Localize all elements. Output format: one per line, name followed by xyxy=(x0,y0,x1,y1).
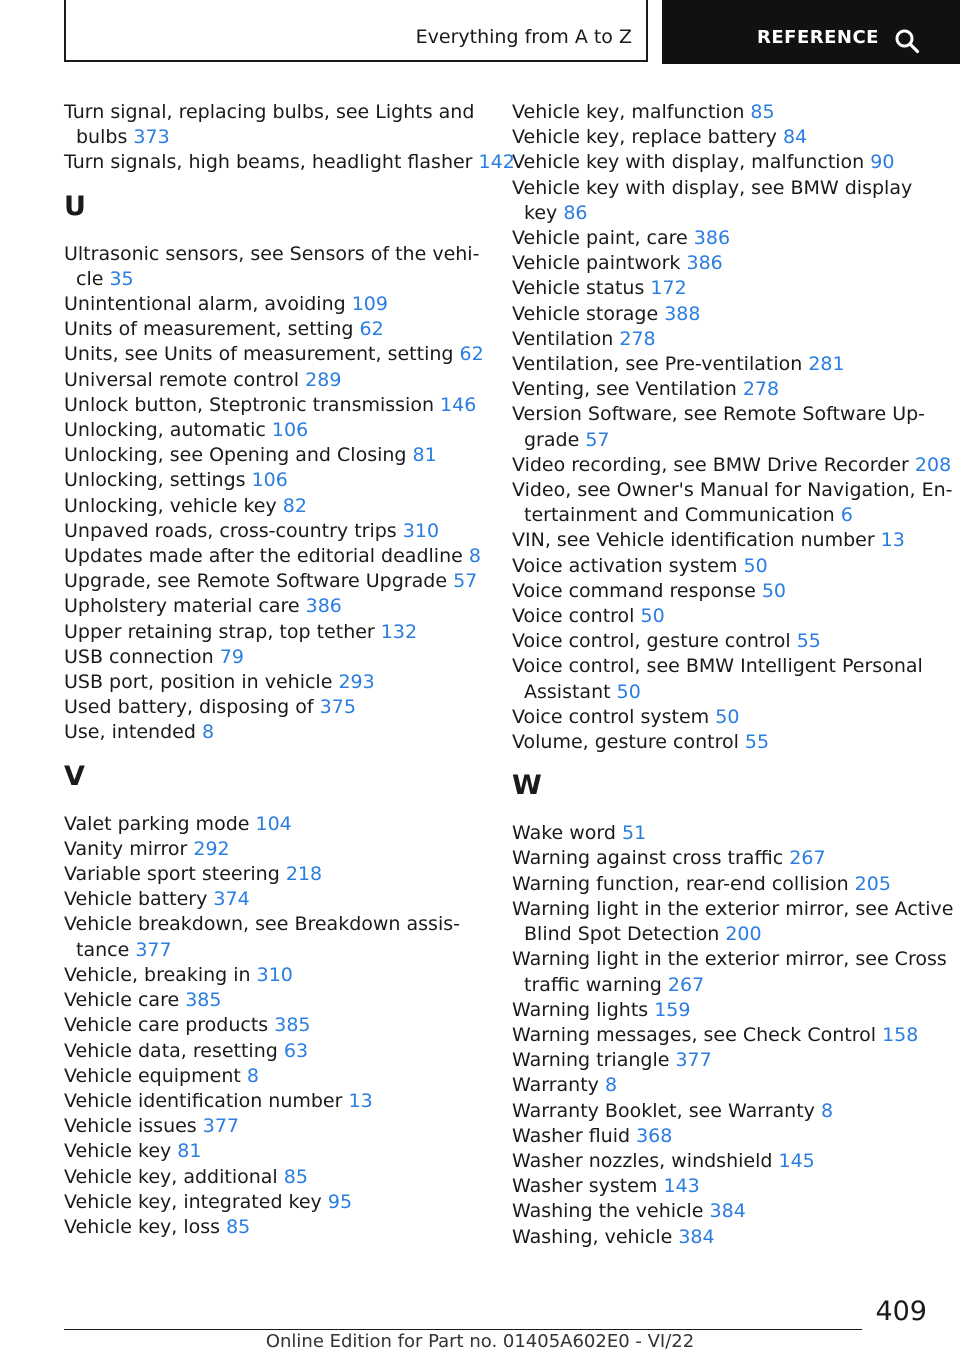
page-header xyxy=(0,0,960,66)
entry-term: Warning triangle xyxy=(512,1049,670,1072)
index-entry xyxy=(512,579,932,604)
index-letter-heading: W xyxy=(512,770,542,802)
page-reference-link[interactable]: 146 xyxy=(440,393,477,416)
entry-term: Vehicle storage xyxy=(512,302,659,325)
index-entry xyxy=(64,720,488,745)
index-entry xyxy=(64,594,488,619)
entry-term: Unlocking, vehicle key xyxy=(64,494,277,517)
page-reference-link[interactable]: 142 xyxy=(478,151,515,174)
page-reference-link[interactable]: 57 xyxy=(585,428,610,451)
entry-term-continued: Blind Spot Detection xyxy=(524,923,720,946)
chapter-title: Everything from A to Z xyxy=(415,26,632,48)
index-entry xyxy=(64,468,488,493)
page-reference-link[interactable]: 377 xyxy=(675,1049,712,1072)
entry-term: Video, see Owner's Manual for Navigation, En- xyxy=(512,479,953,502)
page-reference-link[interactable]: 267 xyxy=(789,847,826,870)
index-entry xyxy=(512,352,932,377)
index-entry xyxy=(64,342,488,367)
page-reference-link[interactable]: 62 xyxy=(459,343,484,366)
entry-term: Vehicle issues xyxy=(64,1115,197,1138)
entry-term: Ventilation, see Pre-ventilation xyxy=(512,353,803,376)
entry-term: Volume, gesture control xyxy=(512,731,739,754)
page-reference-link[interactable]: 385 xyxy=(185,989,222,1012)
index-entry xyxy=(512,176,932,226)
page-reference-link[interactable]: 159 xyxy=(654,998,691,1021)
page-reference-link[interactable]: 158 xyxy=(882,1023,919,1046)
section-tab[interactable] xyxy=(662,0,960,64)
page-reference-link[interactable]: 200 xyxy=(725,923,762,946)
index-entry xyxy=(512,528,932,553)
page-reference-link[interactable]: 85 xyxy=(750,101,775,123)
index-entry xyxy=(64,1064,488,1089)
page-reference-link[interactable]: 50 xyxy=(616,680,641,703)
entry-term: Vehicle key, replace battery xyxy=(512,126,777,149)
entry-term-continued: bulbs xyxy=(76,126,128,149)
index-entry xyxy=(512,1073,932,1098)
entry-term: Wake word xyxy=(512,822,616,845)
entry-term: Vehicle status xyxy=(512,277,645,300)
index-entry xyxy=(512,402,932,452)
entry-term: Upgrade, see Remote Software Upgrade xyxy=(64,570,448,593)
page-reference-link[interactable]: 145 xyxy=(778,1149,815,1172)
page-reference-link[interactable]: 106 xyxy=(271,419,309,442)
entry-term: Ventilation xyxy=(512,327,614,350)
page-reference-link[interactable]: 50 xyxy=(761,579,787,602)
page-reference-link[interactable]: 85 xyxy=(226,1215,251,1238)
page-reference-link[interactable]: 106 xyxy=(251,469,288,492)
entry-term: Vehicle data, resetting xyxy=(64,1039,278,1062)
index-entry xyxy=(512,226,932,251)
index-entry xyxy=(64,963,488,988)
index-entry xyxy=(512,302,932,327)
entry-term: Vanity mirror xyxy=(64,837,188,860)
page-reference-link[interactable]: 55 xyxy=(744,731,770,754)
index-column-right xyxy=(512,100,954,1250)
entry-term: Washing the vehicle xyxy=(512,1200,704,1223)
section-title: REFERENCE xyxy=(757,27,879,48)
index-entry xyxy=(512,1124,932,1149)
index-entry xyxy=(64,368,488,393)
entry-term: Vehicle key with display, malfunction xyxy=(512,151,865,174)
index-entry xyxy=(64,1089,488,1114)
page-reference-link[interactable]: 172 xyxy=(650,277,687,300)
index-entry xyxy=(64,418,488,443)
page-reference-link[interactable]: 374 xyxy=(213,888,250,911)
entry-term: Warning light in the exterior mirror, see Cross xyxy=(512,948,947,971)
entry-term: Turn signal, replacing bulbs, see Lights and xyxy=(64,101,475,123)
page-reference-link[interactable]: 109 xyxy=(351,293,388,316)
index-entry xyxy=(64,443,488,468)
page-reference-link[interactable]: 386 xyxy=(686,252,723,275)
magnifier-icon[interactable] xyxy=(894,28,920,54)
index-entry xyxy=(512,1099,932,1124)
entry-term: Warranty Booklet, see Warranty xyxy=(512,1099,815,1122)
entry-term: Variable sport steering xyxy=(64,863,280,886)
entry-term: Upholstery material care xyxy=(64,595,300,618)
index-entry xyxy=(512,1023,932,1048)
edition-note: Online Edition for Part no. 01405A602E0 - VI/22 xyxy=(265,1331,695,1352)
page-reference-link[interactable]: 81 xyxy=(412,444,437,467)
index-entry xyxy=(512,150,932,175)
entry-term: Voice control xyxy=(512,605,635,628)
index-entry xyxy=(512,100,932,125)
page-reference-link[interactable]: 143 xyxy=(663,1175,700,1198)
index-entry xyxy=(64,1114,488,1139)
chapter-tab xyxy=(64,0,648,62)
index-entry xyxy=(64,544,488,569)
page-reference-link[interactable]: 278 xyxy=(619,327,656,350)
index-entry xyxy=(512,821,932,846)
entry-term: Washer fluid xyxy=(512,1124,631,1147)
page-reference-link[interactable]: 62 xyxy=(359,318,384,341)
index-entry xyxy=(512,1174,932,1199)
index-entry xyxy=(512,998,932,1023)
index-entry xyxy=(512,276,932,301)
index-entry xyxy=(64,1013,488,1038)
entry-term: Upper retaining strap, top tether xyxy=(64,620,375,643)
entry-term: Warning function, rear-end collision xyxy=(512,872,849,895)
entry-term: Unlocking, automatic xyxy=(64,419,266,442)
index-entry xyxy=(512,251,932,276)
page-reference-link[interactable]: 384 xyxy=(678,1225,715,1248)
entry-term: Vehicle key, loss xyxy=(64,1215,221,1238)
index-entry xyxy=(512,327,932,352)
entry-term: Voice control, gesture control xyxy=(512,630,791,653)
index-entry xyxy=(512,730,932,755)
entry-term-continued: key xyxy=(524,201,558,224)
entry-term: Vehicle, breaking in xyxy=(64,963,251,986)
page-reference-link[interactable]: 386 xyxy=(305,595,342,618)
page-reference-link[interactable]: 375 xyxy=(319,696,356,719)
index-entry xyxy=(512,478,953,528)
index-entry xyxy=(512,554,932,579)
page-reference-link[interactable]: 386 xyxy=(693,227,731,250)
page-reference-link[interactable]: 388 xyxy=(664,302,701,325)
entry-term: Voice activation system xyxy=(512,554,738,577)
entry-term: Unlocking, see Opening and Closing xyxy=(64,444,407,467)
page-reference-link[interactable]: 281 xyxy=(808,353,845,376)
index-entry xyxy=(64,912,488,962)
entry-term: Ultrasonic sensors, see Sensors of the vehi- xyxy=(64,242,480,265)
entry-term: Valet parking mode xyxy=(64,812,250,835)
index-entry xyxy=(64,569,488,594)
page-reference-link[interactable]: 50 xyxy=(640,605,665,628)
page-reference-link[interactable]: 205 xyxy=(854,872,891,895)
index-entry xyxy=(64,1190,488,1215)
entry-term: Vehicle paintwork xyxy=(512,252,681,275)
entry-term: Video recording, see BMW Drive Recorder xyxy=(512,453,909,476)
page-reference-link[interactable]: 377 xyxy=(135,938,172,961)
index-entry xyxy=(64,1215,488,1240)
entry-term: Unlocking, settings xyxy=(64,469,246,492)
page-reference-link[interactable]: 51 xyxy=(622,822,647,845)
entry-term: Warning light in the exterior mirror, see Active xyxy=(512,897,954,920)
index-entry xyxy=(64,887,488,912)
entry-term: USB connection xyxy=(64,645,214,668)
entry-term: Unpaved roads, cross-country trips xyxy=(64,519,397,542)
index-entry xyxy=(64,100,488,150)
entry-term: Turn signals, high beams, headlight flasher xyxy=(64,151,473,174)
page-reference-link[interactable]: 8 xyxy=(201,721,215,744)
page-reference-link[interactable]: 13 xyxy=(880,529,905,552)
entry-term: Vehicle key xyxy=(64,1140,172,1163)
index-entry xyxy=(64,645,488,670)
entry-term: Vehicle key, additional xyxy=(64,1165,278,1188)
entry-term: Warranty xyxy=(512,1074,599,1097)
page-reference-link[interactable]: 384 xyxy=(709,1200,746,1223)
index-entry xyxy=(512,897,954,947)
page-reference-link[interactable]: 132 xyxy=(380,620,418,643)
index-entry xyxy=(512,1199,932,1224)
page-reference-link[interactable]: 8 xyxy=(604,1074,618,1097)
page-reference-link[interactable]: 292 xyxy=(193,837,230,860)
page-reference-link[interactable]: 267 xyxy=(667,973,705,996)
index-entry xyxy=(64,292,488,317)
entry-term: Vehicle key, malfunction xyxy=(512,101,745,123)
page-reference-link[interactable]: 8 xyxy=(468,545,481,568)
index-column-left xyxy=(64,100,515,1240)
index-entry xyxy=(64,862,488,887)
index-entry xyxy=(64,695,488,720)
entry-term: VIN, see Vehicle identification number xyxy=(512,529,875,552)
page-reference-link[interactable]: 310 xyxy=(256,963,293,986)
index-entry xyxy=(64,150,515,175)
page-reference-link[interactable]: 50 xyxy=(715,705,740,728)
entry-term: Venting, see Ventilation xyxy=(512,378,737,401)
page-reference-link[interactable]: 90 xyxy=(870,151,895,174)
page-reference-link[interactable]: 293 xyxy=(338,671,375,694)
entry-term: Vehicle battery xyxy=(64,888,208,911)
index-entry xyxy=(512,705,932,730)
page-reference-link[interactable]: 63 xyxy=(283,1039,309,1062)
entry-term: Version Software, see Remote Software Up- xyxy=(512,403,926,426)
footer-divider xyxy=(64,1329,862,1330)
page-reference-link[interactable]: 278 xyxy=(742,378,780,401)
page-reference-link[interactable]: 13 xyxy=(348,1089,373,1112)
page-reference-link[interactable]: 55 xyxy=(796,630,821,653)
index-entry xyxy=(64,1039,488,1064)
entry-term: Voice command response xyxy=(512,579,756,602)
entry-term: Units of measurement, setting xyxy=(64,318,354,341)
entry-term: Voice control system xyxy=(512,705,710,728)
entry-term: Vehicle identification number xyxy=(64,1089,343,1112)
entry-term: Voice control, see BMW Intelligent Personal xyxy=(512,655,923,678)
entry-term: Unlock button, Steptronic transmission xyxy=(64,393,434,416)
index-entry xyxy=(512,629,932,654)
page-reference-link[interactable]: 8 xyxy=(246,1064,259,1087)
page-reference-link[interactable]: 95 xyxy=(327,1190,353,1213)
page-reference-link[interactable]: 6 xyxy=(840,504,853,527)
index-entry xyxy=(64,620,488,645)
index-entry xyxy=(512,1225,932,1250)
index-entry xyxy=(512,947,947,997)
page-reference-link[interactable]: 35 xyxy=(109,267,134,290)
index-entry xyxy=(64,988,488,1013)
entry-term: USB port, position in vehicle xyxy=(64,671,333,694)
entry-term: Vehicle key with display, see BMW display xyxy=(512,176,913,199)
entry-term: Washer system xyxy=(512,1175,658,1198)
entry-term: Vehicle care products xyxy=(64,1014,269,1037)
entry-term: Unintentional alarm, avoiding xyxy=(64,293,346,316)
entry-term: Vehicle care xyxy=(64,989,180,1012)
page-reference-link[interactable]: 86 xyxy=(563,201,588,224)
entry-term: Washing, vehicle xyxy=(512,1225,673,1248)
entry-term: Use, intended xyxy=(64,721,196,744)
entry-term: Used battery, disposing of xyxy=(64,696,314,719)
page-reference-link[interactable]: 84 xyxy=(782,126,808,149)
entry-term: Vehicle equipment xyxy=(64,1064,241,1087)
entry-term-continued: Assistant xyxy=(524,680,611,703)
page-reference-link[interactable]: 310 xyxy=(402,519,440,542)
page-reference-link[interactable]: 218 xyxy=(285,863,323,886)
index-entry xyxy=(512,125,932,150)
index-letter-heading: V xyxy=(64,760,85,792)
index-entry xyxy=(64,812,488,837)
entry-term: Universal remote control xyxy=(64,368,300,391)
entry-term-continued: tance xyxy=(76,938,130,961)
entry-term-continued: traffic warning xyxy=(524,973,662,996)
index-entry xyxy=(64,670,488,695)
page-reference-link[interactable]: 85 xyxy=(283,1165,308,1188)
page-reference-link[interactable]: 289 xyxy=(305,368,342,391)
entry-term: Washer nozzles, windshield xyxy=(512,1149,773,1172)
page-reference-link[interactable]: 368 xyxy=(636,1124,673,1147)
index-entry xyxy=(512,654,932,704)
index-entry xyxy=(64,317,488,342)
entry-term: Warning lights xyxy=(512,998,649,1021)
page-reference-link[interactable]: 208 xyxy=(914,453,952,476)
index-entry xyxy=(512,846,932,871)
page-reference-link[interactable]: 81 xyxy=(177,1140,202,1163)
page-reference-link[interactable]: 50 xyxy=(743,554,768,577)
page-reference-link[interactable]: 8 xyxy=(820,1099,834,1122)
entry-term: Vehicle breakdown, see Breakdown assis- xyxy=(64,913,460,936)
entry-term: Warning messages, see Check Control xyxy=(512,1023,877,1046)
entry-term: Vehicle paint, care xyxy=(512,227,688,250)
page-number: 409 xyxy=(875,1296,927,1327)
page-reference-link[interactable]: 79 xyxy=(219,645,244,668)
index-entry xyxy=(512,1149,932,1174)
index-entry xyxy=(64,519,488,544)
index-entry xyxy=(512,604,932,629)
index-entry xyxy=(64,393,488,418)
index-entry xyxy=(64,1165,488,1190)
index-entry xyxy=(64,494,488,519)
index-entry xyxy=(512,1048,932,1073)
index-entry xyxy=(64,242,488,292)
entry-term-continued: grade xyxy=(524,428,580,451)
index-entry xyxy=(64,1139,488,1164)
page-reference-link[interactable]: 82 xyxy=(282,494,307,517)
entry-term: Units, see Units of measurement, setting xyxy=(64,343,454,366)
entry-term: Warning against cross traffic xyxy=(512,847,784,870)
page-reference-link[interactable]: 377 xyxy=(202,1115,240,1138)
page-reference-link[interactable]: 104 xyxy=(255,812,292,835)
entry-term: Vehicle key, integrated key xyxy=(64,1190,322,1213)
page-reference-link[interactable]: 373 xyxy=(133,126,170,149)
page-reference-link[interactable]: 385 xyxy=(274,1014,311,1037)
page-reference-link[interactable]: 57 xyxy=(453,570,478,593)
entry-term-continued: cle xyxy=(76,267,104,290)
entry-term: Updates made after the editorial deadline xyxy=(64,545,463,568)
index-letter-heading: U xyxy=(64,190,86,222)
index-entry xyxy=(512,453,952,478)
entry-term-continued: tertainment and Communication xyxy=(524,504,835,527)
index-entry xyxy=(64,837,488,862)
index-entry xyxy=(512,377,932,402)
index-entry xyxy=(512,872,932,897)
